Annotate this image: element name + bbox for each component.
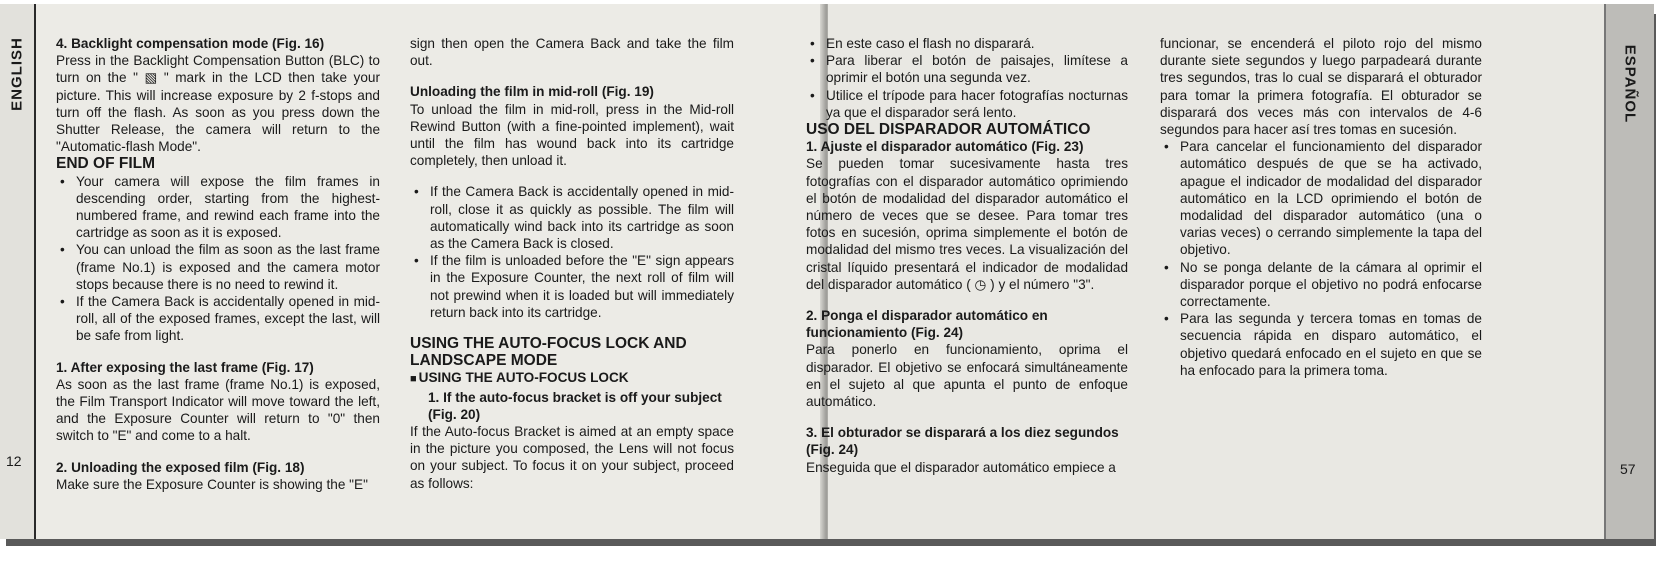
bullet-item: • You can unload the film as soon as the last frame (frame No.1) is exposed and the camera motor stops because there is no need to rewind it. [56,241,380,293]
bullet-item: • No se ponga delante de la cámara al oprimir el disparador porque el objetivo no podrá enfocarse correctamente. [1160,259,1482,311]
heading: 2. Ponga el disparador automático en funcionamiento (Fig. 24) [806,308,1048,341]
paragraph: To unload the film in mid-roll, press in the Mid-roll Rewind Button (with a fine-pointed implement), wait until the film has wound back into its cartridge completely, then unload it. [410,101,734,169]
left-column-2 [410,35,734,492]
paragraph: funcionar, se encenderá el piloto rojo del mismo durante siete segundos y luego parpadeará durante tres segundos, tras lo cual se disparará el obturador para tomar la primera fotografía. El obturador se disparará dos veces más con intervalos de 4-6 segundos para hacer así tres tomas en sucesión. [1160,36,1482,138]
bullet-item: • If the Camera Back is accidentally opened in mid-roll, close it as quickly as possible. The film will automatically wind back into its cartridge as soon as the Camera Back is closed. [410,183,734,252]
bullet-item: • Your camera will expose the film frames in descending order, starting from the highest-numbered frame, and rewind each frame into the cartridge as soon as it is exposed. [56,173,380,242]
bullet-item: • Para las segunda y tercera tomas en tomas de secuencia rápida en disparo automático, el objetivo quedará enfocado en el sujeto en que se ha enfocado para la primera toma. [1160,310,1482,379]
right-column-2 [1160,35,1482,379]
bullet-item: • If the Camera Back is accidentally opened in mid-roll, all of the exposed frames, except the last, will be safe from light. [56,293,380,345]
subsection-title: ■ USING THE AUTO-FOCUS LOCK [410,369,734,388]
bullet-item: • Para liberar el botón de paisajes, limítese a oprimir el botón una segunda vez. [806,52,1128,86]
heading: 2. Unloading the exposed film (Fig. 18) [56,459,305,475]
left-page [0,4,826,539]
heading: 1. Ajuste el disparador automático (Fig. 23) [806,139,1084,155]
heading: Unloading the film in mid-roll (Fig. 19) [410,84,654,100]
language-tab-espanol [1604,4,1654,539]
paragraph: Enseguida que el disparador automático empiece a [806,459,1116,475]
paragraph: Press in the Backlight Compensation Button (BLC) to turn on the " ▧ " mark in the LCD then take your picture. This will increase exposure by 2 f-stops and turn off the flash. As soon as you press down the Shutter Release, the camera will return to the "Automatic-flash Mode". [56,53,380,155]
bullet-item: • Para cancelar el funcionamiento del disparador automático después de que se ha activado, apague el indicador de modalidad del disparador automático en la LCD oprimiendo el botón de modalidad del disparador automático (una o varias veces) o cerrando simplemente la tapa del objetivo. [1160,138,1482,258]
paragraph: Para ponerlo en funcionamiento, oprima el disparador. El objetivo se enfocará simultáneamente en el sujeto al que apunta el punto de enfoque automático. [806,342,1128,410]
left-column-1 [56,35,380,493]
right-page [806,4,1654,539]
language-label: ESPAÑOL [1621,44,1639,124]
bullet-item: • If the film is unloaded before the "E" sign appears in the Exposure Counter, the next roll of film will not prewind when it is loaded but will immediately return back into its cartridge. [410,252,734,321]
section-title: USING THE AUTO-FOCUS LOCK AND LANDSCAPE MODE [410,335,687,370]
heading: 1. If the auto-focus bracket is off your subject (Fig. 20) [428,389,722,422]
paragraph: As soon as the last frame (frame No.1) is exposed, the Film Transport Indicator will move toward the left, and the Exposure Counter will return to "0" then switch to "E" and come to a halt. [56,376,380,444]
bullet-item: • Utilice el trípode para hacer fotografías nocturnas ya que el disparador será lento. [806,87,1128,121]
paragraph: sign then open the Camera Back and take the film out. [410,36,734,69]
language-tab-english [0,4,36,539]
right-column-1 [806,35,1128,476]
bullet-item: • En este caso el flash no disparará. [806,35,1128,52]
page-number: 12 [6,453,22,469]
paragraph: Se pueden tomar sucesivamente hasta tres fotografías con el disparador automático oprimiendo el botón de modalidad del disparador automático el número de veces que se desee. Para tomar tres fotos en sucesión, oprima simplemente el botón de modalidad del mismo tres veces. La visualización del cristal líquido presentará el indicador de modalidad del disparador automático ( ◷ ) y el número "3". [806,156,1128,292]
heading: 1. After exposing the last frame (Fig. 17) [56,359,314,375]
paragraph: Make sure the Exposure Counter is showing the "E" [56,476,368,492]
section-title: END OF FILM [56,155,156,173]
page-number: 57 [1620,461,1636,477]
paragraph: If the Auto-focus Bracket is aimed at an empty space in the picture you composed, the Lens will not focus on your subject. To focus it on your subject, proceed as follows: [410,424,734,491]
section-title: USO DEL DISPARADOR AUTOMÁTICO [806,121,1091,139]
language-label: ENGLISH [8,37,26,111]
heading: 3. El obturador se disparará a los diez segundos (Fig. 24) [806,425,1119,458]
heading: 4. Backlight compensation mode (Fig. 16) [56,36,325,51]
